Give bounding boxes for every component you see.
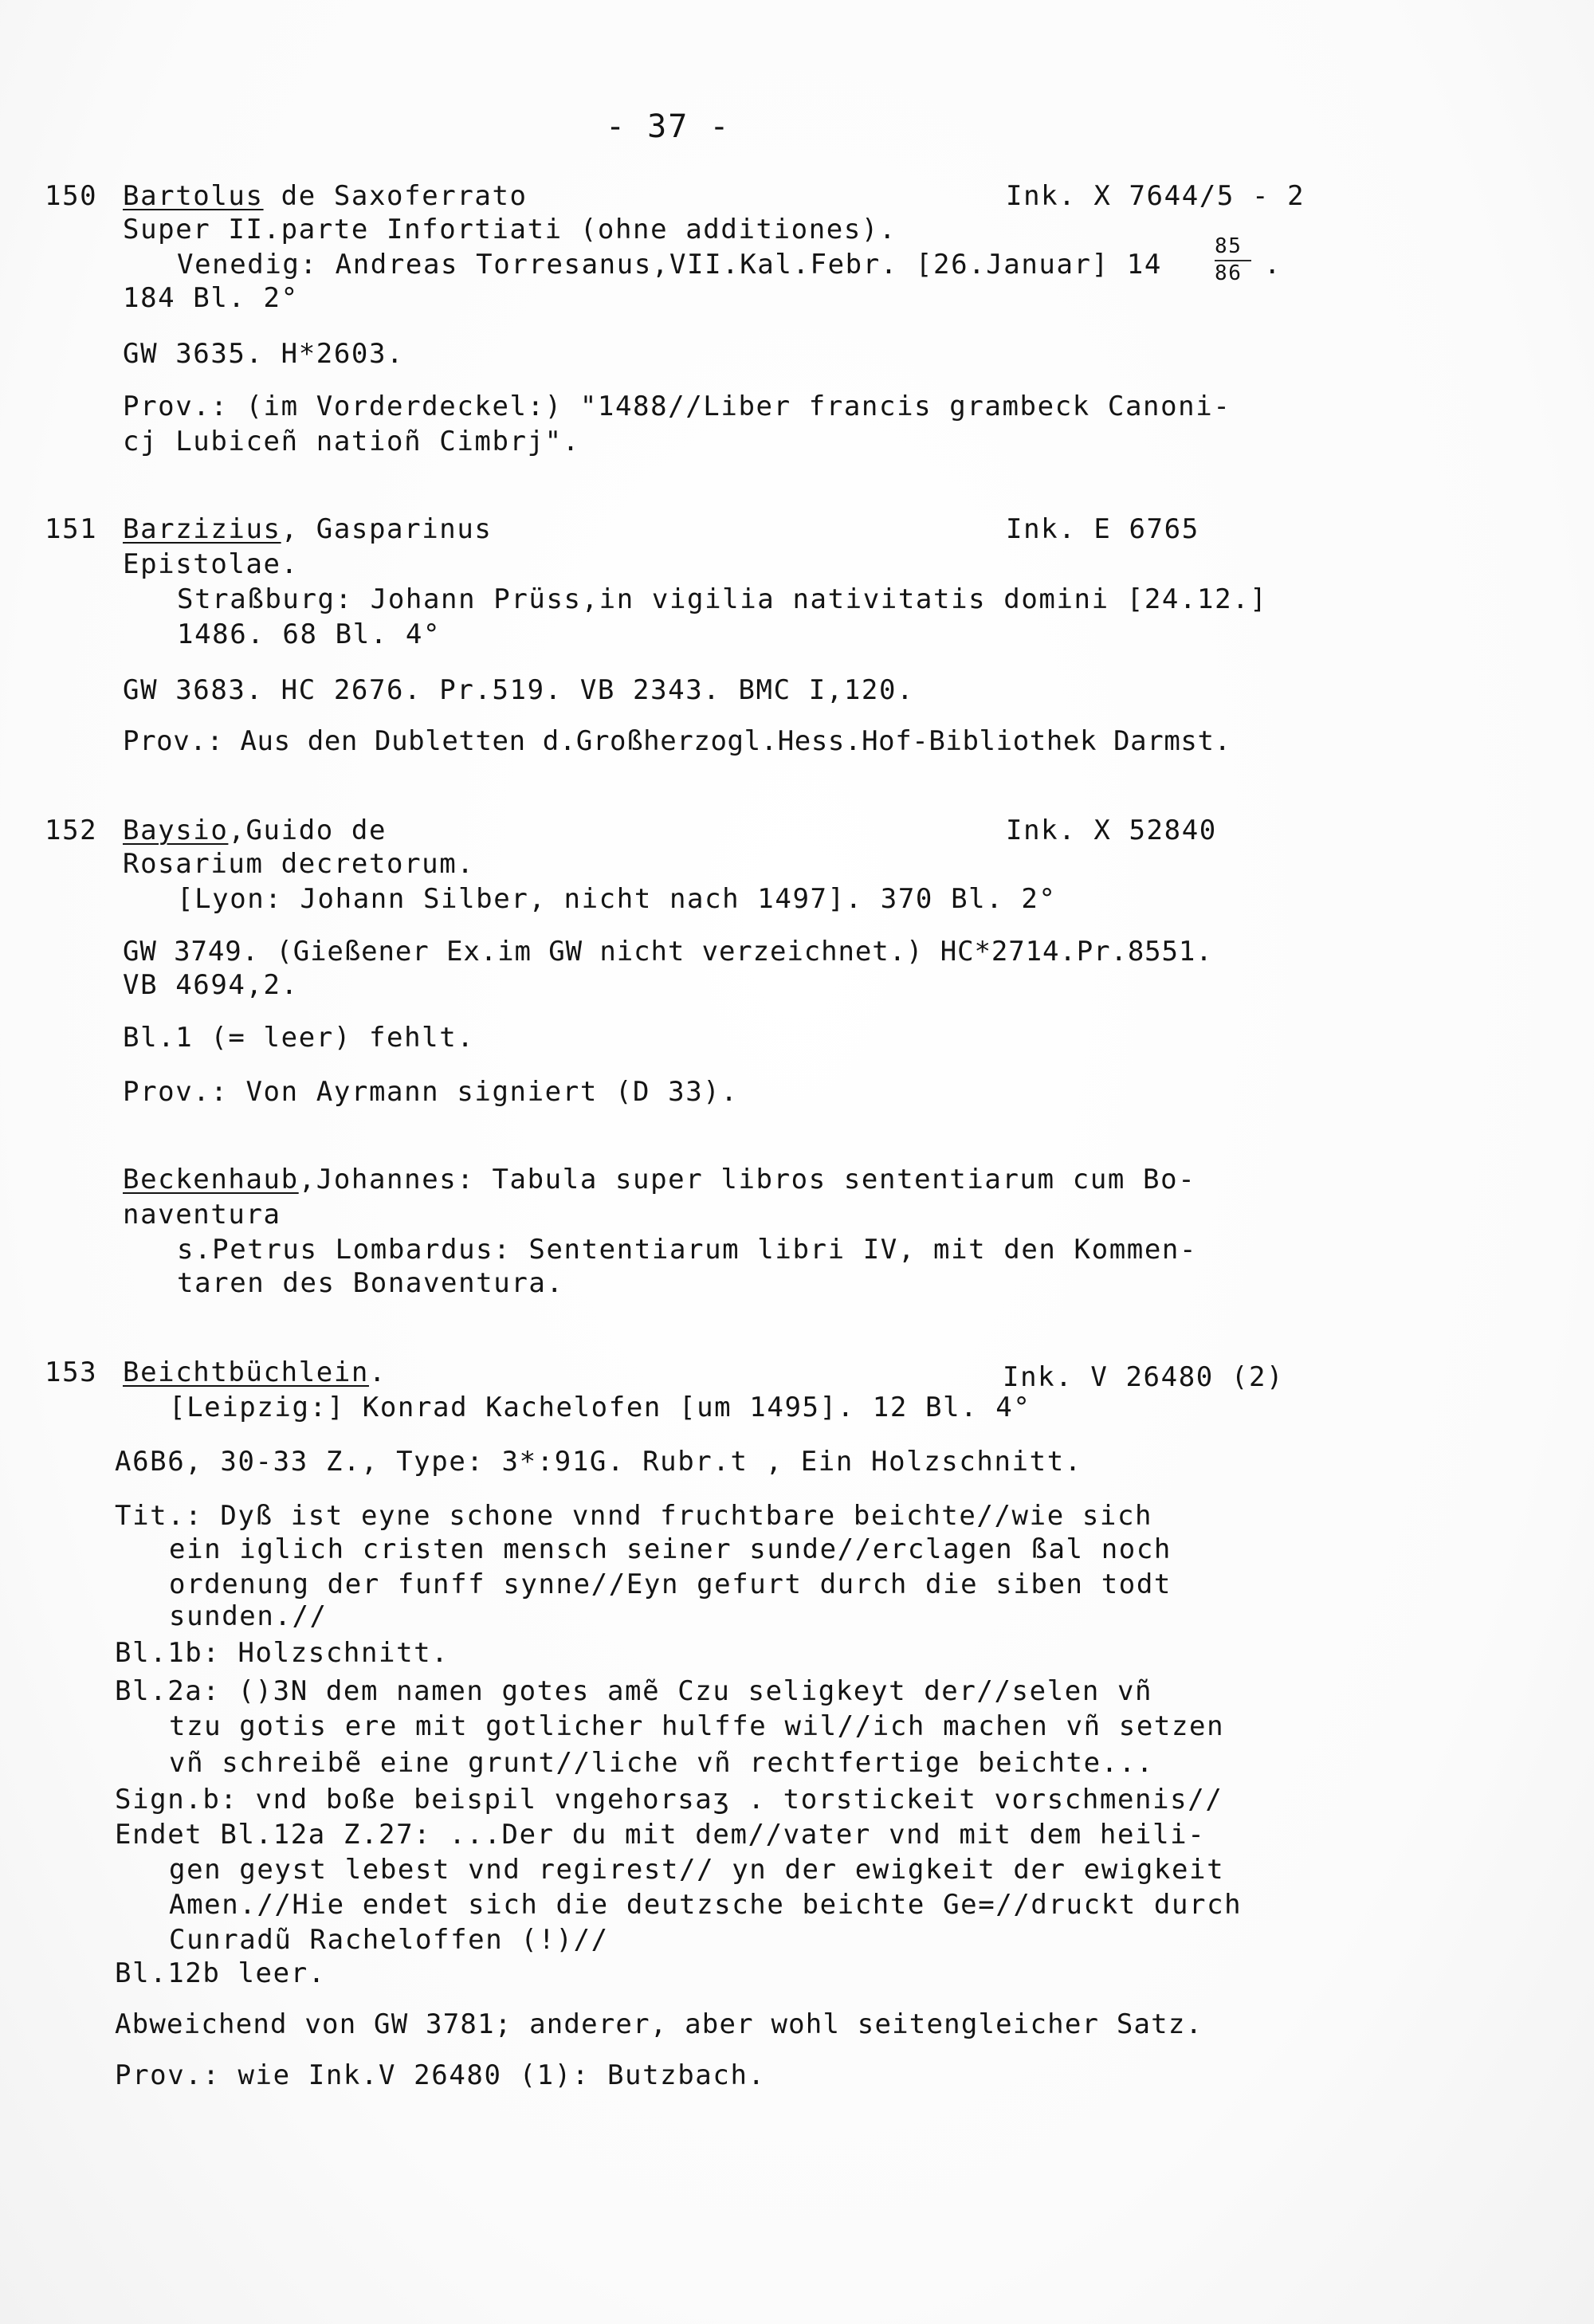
- transcription-line: sunden.//: [169, 1600, 328, 1632]
- references-line: VB 4694,2.: [123, 969, 299, 1001]
- imprint-line: [Leipzig:] Konrad Kachelofen [um 1495]. 12 Bl. 4°: [169, 1392, 1031, 1423]
- shelfmark: Ink. X 52840: [1006, 815, 1217, 846]
- entry-heading: [123, 180, 528, 212]
- entry-number: 151: [45, 513, 98, 545]
- shelfmark: Ink. V 26480 (2): [1003, 1361, 1285, 1393]
- transcription-line: Sign.b: vnd boße beispil vngehorsaʒ . torstickeit vorschmenis//: [115, 1784, 1223, 1816]
- note-line: Bl.1 (= leer) fehlt.: [123, 1022, 475, 1054]
- title-line: Epistolae.: [123, 548, 299, 580]
- imprint-line: Straßburg: Johann Prüss,in vigilia nativitatis domini [24.12.]: [177, 583, 1268, 615]
- note-line: Bl.1b: Holzschnitt.: [115, 1637, 450, 1669]
- crossref-line: naventura: [123, 1199, 281, 1231]
- title-line: Super II.parte Infortiati (ohne additiones).: [123, 214, 897, 245]
- transcription-line: vñ schreibẽ eine grunt//liche vñ rechtfertige beichte...: [169, 1747, 1154, 1779]
- period-mark: .: [1264, 249, 1282, 281]
- entry-number: 152: [45, 815, 98, 846]
- note-line: Bl.12b leer.: [115, 1957, 326, 1989]
- author-rest: .: [368, 1356, 387, 1388]
- references-line: GW 3635. H*2603.: [123, 338, 405, 370]
- provenance-line: Prov.: Aus den Dubletten d.Großherzogl.Hess.Hof-Bibliothek Darmst.: [123, 725, 1231, 757]
- transcription-line: Endet Bl.12a Z.27: ...Der du mit dem//vater vnd mit dem heili-: [115, 1819, 1206, 1851]
- note-line: Abweichend von GW 3781; anderer, aber wohl seitengleicher Satz.: [115, 2008, 1203, 2040]
- author-name: Bartolus: [123, 180, 264, 212]
- crossref-line: s.Petrus Lombardus: Sententiarum libri IV, mit den Kommen-: [177, 1234, 1198, 1266]
- transcription-line: Cunradũ Racheloffen (!)//: [169, 1924, 609, 1956]
- author-name: Baysio: [123, 815, 229, 846]
- crossref-heading: [123, 1164, 1196, 1195]
- provenance-line: cj Lubiceñ natioñ Cimbrj".: [123, 426, 580, 457]
- imprint-line: [Lyon: Johann Silber, nicht nach 1497]. 370 Bl. 2°: [177, 883, 1057, 915]
- transcription-line: ein iglich cristen mensch seiner sunde//erclagen ßal noch: [169, 1533, 1172, 1565]
- references-line: GW 3683. HC 2676. Pr.519. VB 2343. BMC I,120.: [123, 674, 915, 706]
- author-name: Beichtbüchlein: [123, 1356, 369, 1388]
- collation-line: A6B6, 30-33 Z., Type: 3*:91G. Rubr.t , Ein Holzschnitt.: [115, 1446, 1082, 1478]
- page-number: - 37 -: [606, 108, 731, 145]
- entry-heading: [123, 1356, 387, 1388]
- crossref-line: taren des Bonaventura.: [177, 1267, 564, 1299]
- title-line: Rosarium decretorum.: [123, 848, 475, 880]
- crossref-title: ,Johannes: Tabula super libros sententiarum cum Bo-: [298, 1164, 1196, 1195]
- transcription-line: ordenung der funff synne//Eyn gefurt durch die siben todt: [169, 1568, 1172, 1600]
- entry-heading: [123, 513, 492, 545]
- collation-line: 184 Bl. 2°: [123, 282, 299, 314]
- transcription-line: gen geyst lebest vnd regirest// yn der ewigkeit der ewigkeit: [169, 1854, 1225, 1886]
- author-rest: ,Guido de: [228, 815, 387, 846]
- shelfmark: Ink. E 6765: [1006, 513, 1199, 545]
- entry-number: 153: [45, 1356, 98, 1388]
- entry-heading: [123, 815, 387, 846]
- year-fraction-bottom: 86: [1215, 261, 1243, 285]
- imprint-line: Venedig: Andreas Torresanus,VII.Kal.Febr. [26.Januar] 14: [177, 249, 1162, 281]
- transcription-line: Bl.2a: ()3N dem namen gotes amẽ Czu seligkeyt der//selen vñ: [115, 1675, 1153, 1707]
- entry-number: 150: [45, 180, 98, 212]
- transcription-line: tzu gotis ere mit gotlicher hulffe wil//ich machen vñ setzen: [169, 1710, 1225, 1742]
- provenance-line: Prov.: (im Vorderdeckel:) "1488//Liber francis grambeck Canoni-: [123, 391, 1231, 422]
- transcription-line: Amen.//Hie endet sich die deutzsche beichte Ge=//druckt durch: [169, 1889, 1243, 1921]
- author-rest: de Saxoferrato: [263, 180, 528, 212]
- author-name: Barzizius: [123, 513, 281, 545]
- provenance-line: Prov.: Von Ayrmann signiert (D 33).: [123, 1076, 739, 1108]
- collation-line: 1486. 68 Bl. 4°: [177, 618, 442, 650]
- author-rest: , Gasparinus: [281, 513, 493, 545]
- year-fraction-top: 85: [1215, 234, 1243, 258]
- transcription-line: Tit.: Dyß ist eyne schone vnnd fruchtbare beichte//wie sich: [115, 1500, 1153, 1532]
- references-line: GW 3749. (Gießener Ex.im GW nicht verzeichnet.) HC*2714.Pr.8551.: [123, 936, 1213, 968]
- shelfmark: Ink. X 7644/5 - 2: [1006, 180, 1305, 212]
- author-name: Beckenhaub: [123, 1164, 299, 1195]
- provenance-line: Prov.: wie Ink.V 26480 (1): Butzbach.: [115, 2059, 766, 2091]
